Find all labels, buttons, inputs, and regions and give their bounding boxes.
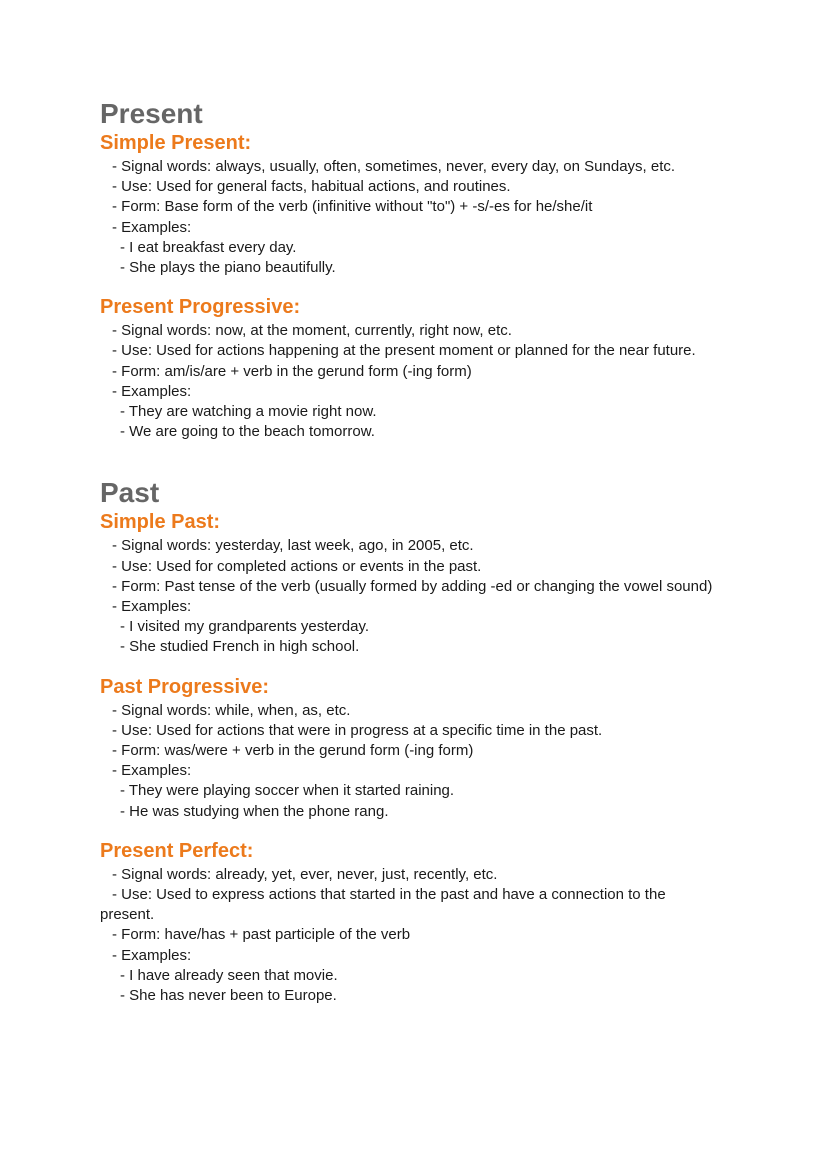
form-line: - Form: Past tense of the verb (usually formed by adding -ed or changing the vowel sound): [112, 577, 713, 595]
section-title: Simple Present:: [100, 132, 252, 154]
group-present: [100, 97, 760, 442]
section-lines: [100, 321, 760, 442]
section-past-progressive: [100, 675, 760, 822]
examples-label: - Examples:: [112, 218, 192, 236]
section-title: Simple Past:: [100, 511, 221, 534]
section-present-progressive: [100, 295, 760, 442]
use-line: - Use: Used for actions happening at the present moment or planned for the near future.: [112, 342, 696, 360]
use-line: - Use: Used for general facts, habitual actions, and routines.: [112, 178, 511, 196]
form-line: - Form: have/has + past participle of the verb: [112, 926, 411, 944]
notes-content: [100, 97, 760, 1006]
example-item: - She studied French in high school.: [120, 638, 360, 656]
example-item: - She plays the piano beautifully.: [120, 259, 336, 277]
examples-label: - Examples:: [112, 382, 192, 400]
example-item: - We are going to the beach tomorrow.: [120, 423, 375, 441]
examples-label: - Examples:: [112, 598, 192, 616]
signal-words-line: - Signal words: already, yet, ever, never, just, recently, etc.: [112, 865, 498, 883]
form-line: - Form: Base form of the verb (infinitive without "to") + -s/-es for he/she/it: [112, 198, 593, 216]
group-title: Present: [100, 98, 203, 129]
section-lines: [100, 865, 760, 1006]
signal-words-line: - Signal words: yesterday, last week, ago, in 2005, etc.: [112, 537, 474, 555]
example-item: - He was studying when the phone rang.: [120, 802, 389, 820]
section-lines: [100, 701, 760, 822]
example-item: - They were playing soccer when it started raining.: [120, 782, 455, 800]
section-present-perfect: [100, 839, 760, 1006]
examples-label: - Examples:: [112, 762, 192, 780]
signal-words-line: - Signal words: always, usually, often, sometimes, never, every day, on Sundays, etc.: [112, 158, 676, 175]
group-past: [100, 476, 760, 1006]
form-line: - Form: was/were + verb in the gerund form (-ing form): [112, 742, 474, 760]
section-simple-present: [100, 131, 760, 278]
example-item: - I eat breakfast every day.: [120, 238, 297, 256]
section-title: Present Progressive:: [100, 296, 301, 319]
signal-words-line: - Signal words: while, when, as, etc.: [112, 701, 351, 719]
section-lines: [100, 536, 760, 657]
example-item: - She has never been to Europe.: [120, 987, 337, 1005]
form-line: - Form: am/is/are + verb in the gerund form (-ing form): [112, 362, 472, 380]
section-title: Past Progressive:: [100, 675, 269, 698]
section-lines: [100, 157, 760, 278]
section-simple-past: [100, 510, 760, 657]
use-line: - Use: Used for completed actions or events in the past.: [112, 557, 482, 575]
example-item: - They are watching a movie right now.: [120, 403, 377, 421]
use-line: - Use: Used to express actions that started in the past and have a connection to the present.: [100, 886, 670, 924]
example-item: - I have already seen that movie.: [120, 966, 338, 984]
signal-words-line: - Signal words: now, at the moment, currently, right now, etc.: [112, 322, 512, 340]
use-line: - Use: Used for actions that were in progress at a specific time in the past.: [112, 721, 603, 739]
examples-label: - Examples:: [112, 946, 192, 964]
section-title: Present Perfect:: [100, 839, 254, 862]
example-item: - I visited my grandparents yesterday.: [120, 618, 369, 636]
group-title: Past: [100, 477, 160, 509]
